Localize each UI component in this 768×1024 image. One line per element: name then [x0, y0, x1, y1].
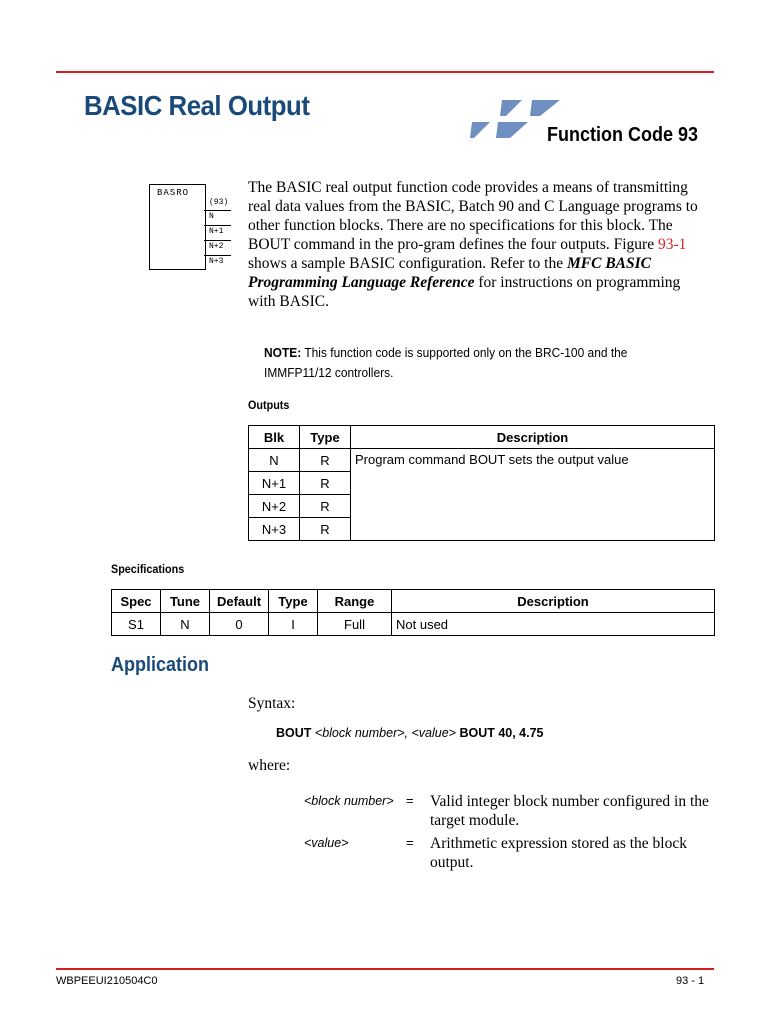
outputs-table: [248, 425, 715, 541]
pin-line: [204, 210, 231, 211]
table-header-row: [249, 426, 715, 449]
book-title: MFC BASIC Programming Language Reference: [248, 255, 651, 291]
cell-description: Not used: [392, 613, 715, 636]
cell-blk: N+2: [249, 495, 300, 518]
bottom-rule: [56, 968, 714, 970]
pin-label: N+3: [209, 257, 224, 266]
application-heading: Application: [111, 654, 210, 676]
cell-type: R: [300, 495, 351, 518]
table-row: [249, 449, 715, 472]
table-header-row: [112, 590, 715, 613]
col-header: Default: [210, 590, 269, 613]
cell-blk: N+1: [249, 472, 300, 495]
cell-description: Program command BOUT sets the output value: [351, 449, 715, 541]
intro-paragraph: [248, 178, 708, 311]
cell-spec: S1: [112, 613, 161, 636]
block-code: (93): [209, 198, 229, 207]
definition-term: <block number>: [304, 794, 394, 808]
cell-blk: N: [249, 449, 300, 472]
col-header: Spec: [112, 590, 161, 613]
cell-blk: N+3: [249, 518, 300, 541]
definition-text: Valid integer block number configured in the target module.: [430, 793, 709, 829]
pin-line: [204, 255, 231, 256]
pin-line: [204, 225, 231, 226]
block-name: BASRO: [157, 188, 190, 198]
cell-default: 0: [210, 613, 269, 636]
syntax-command: BOUT: [276, 726, 312, 740]
outputs-label: Outputs: [248, 398, 290, 412]
intro-text: shows a sample BASIC configuration. Refer to the: [248, 255, 567, 272]
pin-label: N: [209, 212, 214, 221]
syntax-example: BOUT 40, 4.75: [459, 726, 544, 740]
figure-link[interactable]: 93-1: [657, 236, 687, 253]
definition-term: <value>: [304, 836, 349, 850]
definition-equals: =: [406, 793, 414, 808]
footer-doc-id: WBPEEUI210504C0: [56, 975, 158, 987]
page-title: BASIC Real Output: [84, 90, 310, 121]
col-header: Blk: [249, 426, 300, 449]
specifications-label: Specifications: [111, 562, 185, 576]
col-header: Description: [351, 426, 715, 449]
cell-type: R: [300, 518, 351, 541]
footer-page-number: 93 - 1: [676, 975, 705, 987]
pin-line: [204, 240, 231, 241]
cell-type: R: [300, 449, 351, 472]
syntax-label: Syntax:: [248, 695, 296, 712]
intro-text: for instructions on programming with BASIC.: [248, 274, 681, 310]
note-label: NOTE:: [264, 345, 302, 360]
syntax-args: <block number>, <value>: [311, 726, 460, 740]
col-header: Tune: [161, 590, 210, 613]
table-row: [112, 613, 715, 636]
cell-type: R: [300, 472, 351, 495]
cell-tune: N: [161, 613, 210, 636]
cell-range: Full: [318, 613, 392, 636]
col-header: Range: [318, 590, 392, 613]
where-label: where:: [248, 757, 291, 774]
definition-equals: =: [406, 835, 414, 850]
specifications-table: [111, 589, 715, 636]
top-rule: [56, 71, 714, 73]
col-header: Type: [300, 426, 351, 449]
cell-type: I: [269, 613, 318, 636]
function-code-label: Function Code 93: [547, 124, 699, 146]
pin-label: N+1: [209, 227, 224, 236]
definition-text: Arithmetic expression stored as the block output.: [430, 835, 687, 871]
note: [264, 343, 669, 383]
col-header: Type: [269, 590, 318, 613]
syntax-line: [276, 726, 544, 740]
intro-text: The BASIC real output function code provides a means of transmitting real data values from the BASIC, Batch 90 and C Language programs to other function blocks. There are no specifications for this block. The BOUT command in the pro-gram defines the four outputs. Figure: [248, 179, 698, 253]
pin-label: N+2: [209, 242, 224, 251]
col-header: Description: [392, 590, 715, 613]
note-text: This function code is supported only on the BRC-100 and the IMMFP11/12 controllers.: [264, 345, 628, 380]
